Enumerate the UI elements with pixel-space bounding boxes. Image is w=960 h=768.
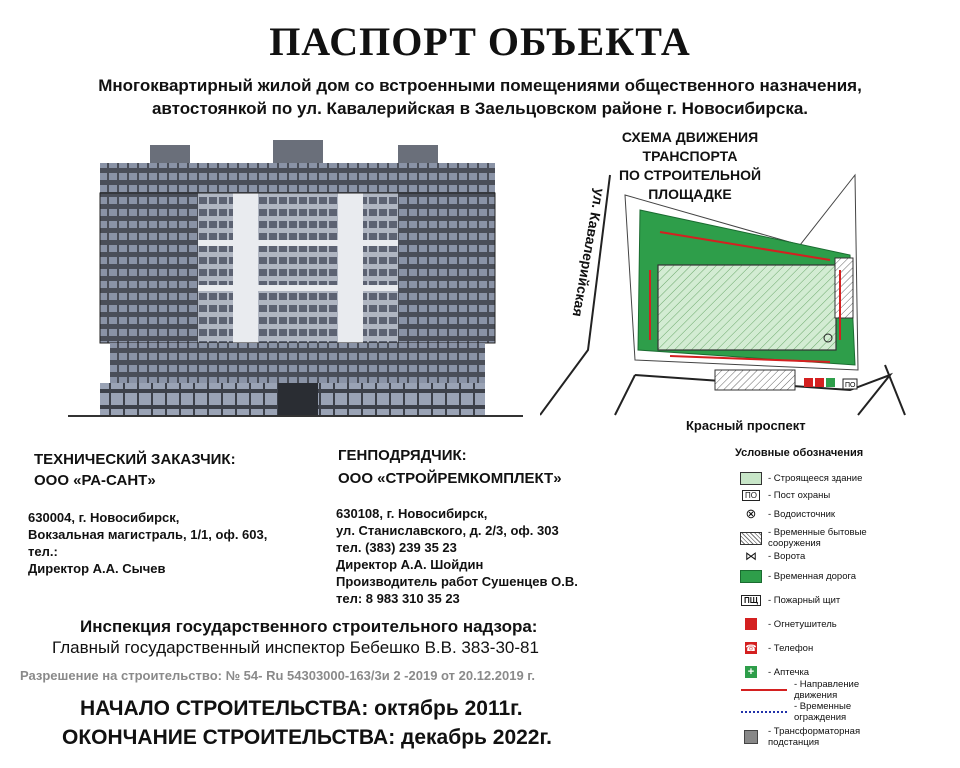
construction-end: ОКОНЧАНИЕ СТРОИТЕЛЬСТВА: декабрь 2022г. [62, 726, 552, 749]
legend-item: - Трансформаторная подстанция [740, 725, 888, 749]
phone-icon: ☎ [745, 643, 757, 653]
first-aid-icon: + [740, 665, 762, 679]
building-permit: Разрешение на строительство: № 54- Ru 54303000-163/3и 2 -2019 от 20.12.2019 г. [20, 668, 536, 683]
legend-item: - Временная дорога [740, 566, 888, 586]
building-hatch-icon [740, 471, 762, 485]
guard-post-icon: ПО [740, 488, 762, 502]
contractor-line: тел. (383) 239 35 23 [336, 540, 457, 555]
contractor-company: ООО «СТРОЙРЕМКОМПЛЕКТ» [338, 470, 562, 487]
contractor-line: Производитель работ Сушенцев О.В. [336, 574, 578, 589]
legend-item: ПО - Пост охраны [740, 485, 888, 505]
legend-item: - Временные ограждения [740, 702, 904, 722]
inspector-info: Главный государственный инспектор Бебешко В.В. 383-30-81 [52, 638, 539, 657]
legend-item: ☎ - Телефон [740, 638, 888, 658]
customer-line: Вокзальная магистраль, 1/1, оф. 603, [28, 527, 268, 542]
water-source-icon: ⊗ [745, 506, 757, 521]
contractor-line: ул. Станиславского, д. 2/3, оф. 303 [336, 523, 559, 538]
gate-icon: ⋈ [745, 549, 757, 563]
legend-item: - Временные бытовые сооружения [740, 525, 888, 551]
legend-item: ⋈ - Ворота [740, 546, 888, 566]
legend-item: - Строящееся здание [740, 468, 888, 488]
fire-board-icon: ПЩ [740, 593, 762, 607]
legend-item: ПЩ - Пожарный щит [740, 590, 888, 610]
street-krasny-prospekt-label: Красный проспект [686, 418, 806, 433]
customer-line: Директор А.А. Сычев [28, 561, 166, 576]
customer-company: ООО «РА-САНТ» [34, 472, 156, 489]
contractor-line: 630108, г. Новосибирск, [336, 506, 488, 521]
scheme-title-line: ПО СТРОИТЕЛЬНОЙ ПЛОЩАДКЕ [618, 167, 762, 202]
contractor-details [336, 505, 578, 607]
project-description-line: автостоянкой по ул. Кавалерийская в Заельцовском районе г. Новосибирска. [151, 99, 809, 118]
legend-item: ⊗ - Водоисточник [740, 504, 888, 524]
customer-details [28, 509, 267, 577]
temporary-buildings-icon [740, 531, 762, 545]
project-description-line: Многоквартирный жилой дом со встроенными помещениями общественного назначения, [98, 76, 862, 95]
temporary-fence-icon [740, 705, 788, 719]
building-facade-drawing [68, 135, 528, 420]
direction-arrow-icon [740, 683, 788, 697]
customer-line: тел.: [28, 544, 58, 559]
contractor-heading: ГЕНПОДРЯДЧИК: [338, 447, 467, 464]
guard-post-label: ПО [845, 382, 856, 389]
temporary-road-icon [740, 569, 762, 583]
street-kavaleriyskaya-label: ул. Кавалерийская [569, 187, 608, 319]
legend-title: Условные обозначения [735, 447, 864, 459]
fire-extinguisher-icon [740, 617, 762, 631]
legend-item: - Огнетушитель [740, 614, 888, 634]
transformer-substation-icon [740, 730, 762, 744]
construction-start: НАЧАЛО СТРОИТЕЛЬСТВА: октябрь 2011г. [80, 697, 523, 720]
scheme-title-line: СХЕМА ДВИЖЕНИЯ ТРАНСПОРТА [621, 129, 759, 164]
legend-item: - Направление движения [740, 680, 904, 700]
contractor-line: тел: 8 983 310 35 23 [336, 591, 460, 606]
project-description [20, 74, 940, 120]
customer-line: 630004, г. Новосибирск, [28, 510, 180, 525]
customer-heading: ТЕХНИЧЕСКИЙ ЗАКАЗЧИК: [34, 451, 236, 468]
legend-item: + - Аптечка [740, 662, 888, 682]
inspection-heading: Инспекция государственного строительного надзора: [80, 617, 538, 636]
contractor-line: Директор А.А. Шойдин [336, 557, 484, 572]
page-title: ПАСПОРТ ОБЪЕКТА [269, 19, 691, 64]
